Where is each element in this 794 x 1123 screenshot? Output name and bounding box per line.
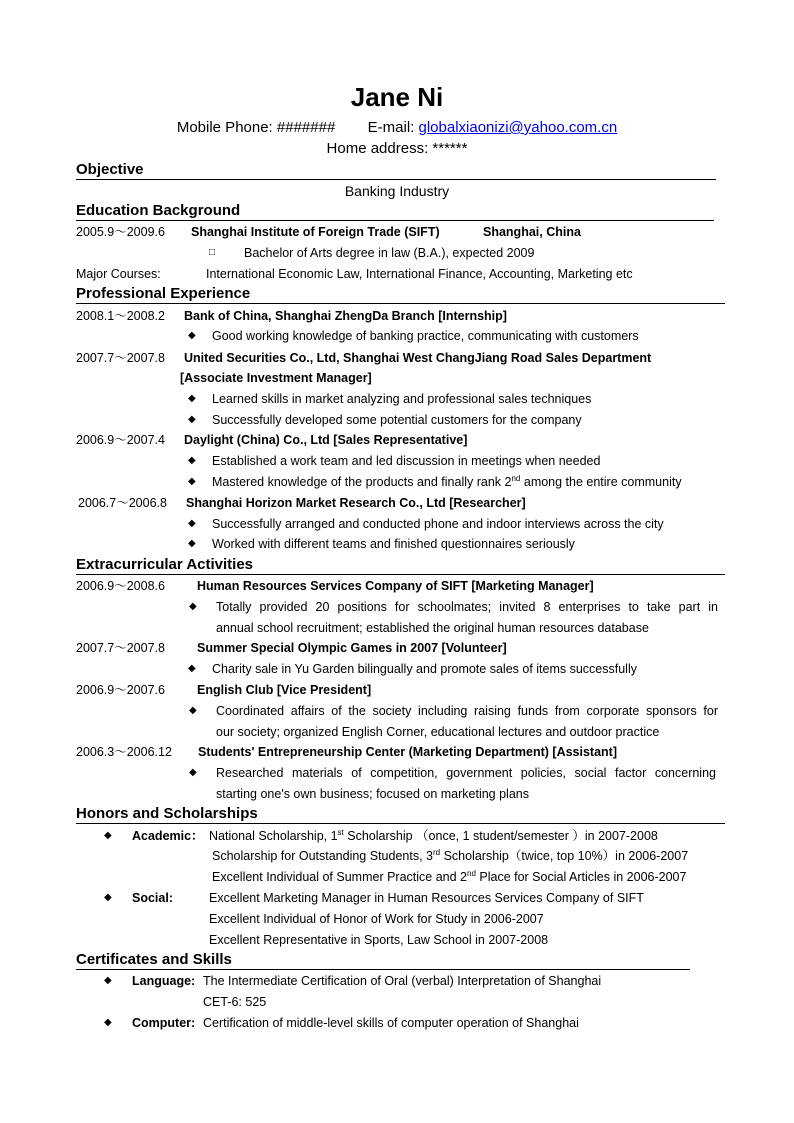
diamond-bullet-icon: ◆ xyxy=(189,705,197,716)
education-location: Shanghai, China xyxy=(483,225,581,239)
diamond-bullet-icon: ◆ xyxy=(104,830,112,841)
diamond-bullet-icon: ◆ xyxy=(188,663,196,674)
section-heading-objective: Objective xyxy=(76,161,716,180)
computer-cert: Certification of middle-level skills of computer operation of Shanghai xyxy=(203,1016,579,1030)
diamond-bullet-icon: ◆ xyxy=(104,975,112,986)
diamond-bullet-icon: ◆ xyxy=(188,414,196,425)
diamond-bullet-icon: ◆ xyxy=(188,476,196,487)
diamond-bullet-icon: ◆ xyxy=(189,601,197,612)
courses-label: Major Courses: xyxy=(76,267,161,281)
job-point: Good working knowledge of banking practice, communicating with customers xyxy=(212,329,639,343)
job-title-role: [Associate Investment Manager] xyxy=(180,371,372,385)
job-point: Learned skills in market analyzing and professional sales techniques xyxy=(212,392,592,406)
activity-date: 2007.7～2007.8 xyxy=(76,641,165,655)
honor-item: Excellent Marketing Manager in Human Resources Services Company of SIFT xyxy=(209,891,644,905)
activity-date: 2006.3～2006.12 xyxy=(76,745,172,759)
education-degree: Bachelor of Arts degree in law (B.A.), expected 2009 xyxy=(244,246,535,260)
section-heading-honors: Honors and Scholarships xyxy=(76,805,725,824)
language-cert: The Intermediate Certification of Oral (verbal) Interpretation of Shanghai xyxy=(203,974,602,988)
address-label: Home address: xyxy=(326,140,429,157)
honor-item: Excellent Representative in Sports, Law School in 2007-2008 xyxy=(209,933,549,947)
job-date: 2007.7～2007.8 xyxy=(76,351,165,365)
honor-item: Scholarship for Outstanding Students, 3rd Scholarship（twice, top 10%）in 2006-2007 xyxy=(212,847,689,863)
phone-label: Mobile Phone: xyxy=(176,119,273,136)
address-line xyxy=(0,140,794,158)
academic-label: Academic： xyxy=(132,829,204,843)
diamond-bullet-icon: ◆ xyxy=(188,518,196,529)
language-label: Language: xyxy=(132,974,196,988)
activity-date: 2006.9～2007.6 xyxy=(76,683,165,697)
section-heading-education: Education Background xyxy=(76,202,714,221)
section-heading-certificates: Certificates and Skills xyxy=(76,951,690,970)
job-point: Established a work team and led discussion in meetings when needed xyxy=(212,454,601,468)
diamond-bullet-icon: ◆ xyxy=(188,330,196,341)
job-date: 2008.1～2008.2 xyxy=(76,309,165,323)
activity-point: Researched materials of competition, government policies, social factor concerning xyxy=(216,766,716,780)
activity-date: 2006.9～2008.6 xyxy=(76,579,165,593)
diamond-bullet-icon: ◆ xyxy=(104,892,112,903)
courses-list: International Economic Law, International Finance, Accounting, Marketing etc xyxy=(206,267,633,281)
job-title: Daylight (China) Co., Ltd [Sales Representative] xyxy=(184,433,468,447)
activity-point: Coordinated affairs of the society including raising funds from corporate sponsors for xyxy=(216,704,718,718)
activity-point-cont: our society; organized English Corner, educational lectures and outdoor practice xyxy=(216,725,660,739)
computer-label: Computer: xyxy=(132,1016,196,1030)
job-title: Shanghai Horizon Market Research Co., Ltd [Researcher] xyxy=(186,496,526,510)
section-heading-extracurricular: Extracurricular Activities xyxy=(76,556,725,575)
contact-line xyxy=(0,119,794,137)
diamond-bullet-icon: ◆ xyxy=(188,455,196,466)
job-point: Successfully developed some potential customers for the company xyxy=(212,413,582,427)
job-point: Worked with different teams and finished questionnaires seriously xyxy=(212,537,575,551)
activity-title: English Club [Vice President] xyxy=(197,683,372,697)
phone-value: ####### xyxy=(276,119,336,136)
job-point: Successfully arranged and conducted phone and indoor interviews across the city xyxy=(212,517,664,531)
diamond-bullet-icon: ◆ xyxy=(188,538,196,549)
activity-title: Human Resources Services Company of SIFT [Marketing Manager] xyxy=(197,579,594,593)
language-score: CET-6: 525 xyxy=(203,995,267,1009)
honor-item: Excellent Individual of Honor of Work for Study in 2006-2007 xyxy=(209,912,544,926)
activity-title: Students' Entrepreneurship Center (Marketing Department) [Assistant] xyxy=(198,745,618,759)
email-link[interactable]: globalxiaonizi@yahoo.com.cn xyxy=(418,119,618,136)
candidate-name: Jane Ni xyxy=(350,82,444,112)
activity-title: Summer Special Olympic Games in 2007 [Volunteer] xyxy=(197,641,507,655)
job-date: 2006.7～2006.8 xyxy=(78,496,167,510)
job-point: Mastered knowledge of the products and finally rank 2nd among the entire community xyxy=(212,473,682,489)
honor-item: National Scholarship, 1st Scholarship （once, 1 student/semester ）in 2007-2008 xyxy=(209,827,658,843)
email-label: E-mail: xyxy=(367,119,415,136)
address-value: ****** xyxy=(432,140,468,157)
job-date: 2006.9～2007.4 xyxy=(76,433,165,447)
activity-point: Totally provided 20 positions for schoolmates; invited 8 enterprises to take part in xyxy=(216,600,718,614)
diamond-bullet-icon: ◆ xyxy=(189,767,197,778)
diamond-bullet-icon: ◆ xyxy=(188,393,196,404)
activity-point-cont: starting one's own business; focused on marketing plans xyxy=(216,787,529,801)
section-heading-professional: Professional Experience xyxy=(76,285,725,304)
square-bullet-icon: □ xyxy=(209,247,216,258)
activity-point-cont: annual school recruitment; established the original human resources database xyxy=(216,621,649,635)
social-label: Social: xyxy=(132,891,173,905)
activity-point: Charity sale in Yu Garden bilingually and promote sales of items successfully xyxy=(212,662,637,676)
diamond-bullet-icon: ◆ xyxy=(104,1017,112,1028)
honor-item: Excellent Individual of Summer Practice and 2nd Place for Social Articles in 2006-2007 xyxy=(212,868,687,884)
job-title: United Securities Co., Ltd, Shanghai West ChangJiang Road Sales Department xyxy=(184,351,652,365)
job-title: Bank of China, Shanghai ZhengDa Branch [Internship] xyxy=(184,309,507,323)
objective-text: Banking Industry xyxy=(344,183,450,199)
education-school: Shanghai Institute of Foreign Trade (SIFT) xyxy=(191,225,440,239)
education-date: 2005.9～2009.6 xyxy=(76,225,165,239)
